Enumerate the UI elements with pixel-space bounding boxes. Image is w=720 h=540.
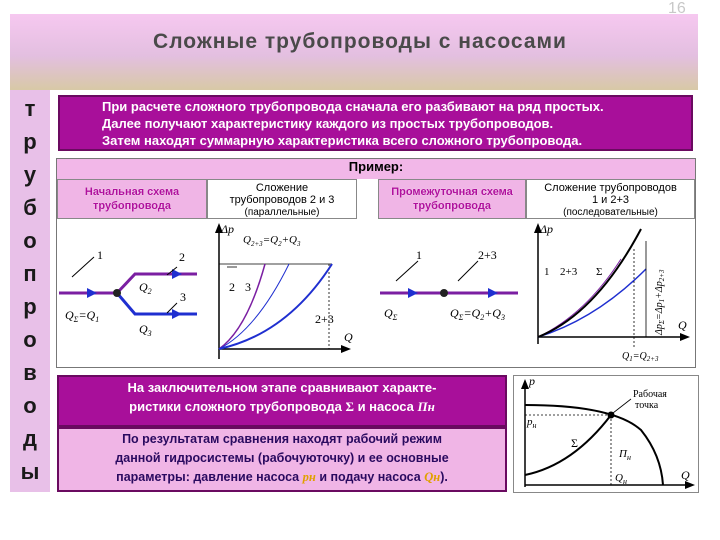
- curve-2: [219, 264, 265, 349]
- curve-sum: [538, 229, 641, 337]
- final-line-2: [59, 399, 505, 415]
- operating-point-label-2: точка: [635, 400, 659, 411]
- axis-arrow-icon: [685, 481, 695, 489]
- flow-arrow-icon: [408, 288, 418, 298]
- axis-arrow-icon: [680, 333, 690, 341]
- intro-box: [58, 95, 693, 151]
- label-1: 1: [97, 248, 103, 262]
- curve-1: [538, 259, 621, 337]
- cell-text: Промежуточная схема: [391, 186, 513, 198]
- final-stage-box: [57, 375, 507, 427]
- diagram-initial-pipeline: [57, 219, 207, 367]
- x-label: Q: [678, 318, 687, 332]
- junction-node: [440, 289, 448, 297]
- leader-line: [458, 261, 478, 281]
- flow-arrow-icon: [172, 309, 182, 319]
- result-line-3: [59, 470, 505, 485]
- example-label: Пример:: [348, 159, 404, 174]
- final-line-2-pump: и насоса: [357, 399, 414, 414]
- side-word-band: [10, 90, 50, 492]
- q-equation: $Q_1=Q_{2+3}$: [622, 351, 659, 363]
- qsum-equation: $Q_\Sigma=Q_2+Q_3$: [450, 306, 505, 322]
- result-line-3-c: ).: [440, 470, 448, 484]
- curve-2plus3: [538, 269, 646, 337]
- flow-arrow-icon: [87, 288, 97, 298]
- label-2: 2: [179, 250, 185, 264]
- result-line-3-b: и подачу насоса: [319, 470, 421, 484]
- cell-text: трубопровода: [413, 200, 491, 212]
- curve-2plus3: [219, 264, 332, 349]
- axis-arrow-icon: [521, 379, 529, 389]
- cell-initial-scheme: [57, 179, 207, 219]
- final-line-2-text: ристики сложного трубопровода: [129, 399, 342, 414]
- final-line-1: На заключительном этапе сравнивают характе-: [127, 380, 437, 395]
- result-line-1: По результатам сравнения находят рабочий режим: [122, 432, 442, 446]
- q2-label: $Q_2$: [139, 280, 152, 296]
- side-letter: ы: [20, 459, 40, 484]
- page-number: 16: [668, 0, 686, 17]
- pump-curve: [525, 405, 663, 485]
- side-letter: б: [23, 195, 37, 220]
- intro-line: Затем находят суммарную характеристика всего сложного трубопровода.: [102, 133, 583, 148]
- diagram-serial-characteristics: [526, 219, 695, 367]
- axis-arrow-icon: [341, 345, 351, 353]
- curve-3-label: 3: [245, 280, 251, 294]
- cell-text: Начальная схема: [84, 186, 180, 198]
- flow-arrow-icon: [488, 288, 498, 298]
- cell-text: Сложение: [255, 182, 309, 194]
- curve-2-label: 2: [229, 280, 235, 294]
- sigma-symbol: Σ: [345, 399, 354, 414]
- diagram-intermediate-pipeline: [378, 219, 526, 367]
- x-label: Q: [344, 330, 353, 344]
- result-box: [57, 427, 507, 492]
- flow-symbol: Qн: [424, 470, 441, 484]
- flow-arrow-icon: [172, 269, 182, 279]
- leader-line: [396, 261, 418, 281]
- pump-symbol: Пн: [417, 399, 435, 414]
- y-label: Δp: [540, 222, 554, 236]
- system-curve: [525, 415, 611, 475]
- side-letter: о: [23, 327, 37, 352]
- side-letter: р: [23, 129, 37, 154]
- cell-text: 1 и 2+3: [591, 194, 630, 206]
- junction-node: [113, 289, 121, 297]
- cell-text: трубопроводов 2 и 3: [229, 194, 335, 206]
- cell-parallel-sum: [207, 179, 357, 219]
- intro-line: Далее получают характеристику каждого из простых трубопроводов.: [102, 116, 554, 131]
- q3-label: $Q_3$: [139, 322, 152, 338]
- y-label: p: [529, 375, 535, 388]
- qn-label: $Q_н$: [615, 472, 627, 486]
- cell-serial-sum: [526, 179, 695, 219]
- label-2plus3: 2+3: [478, 248, 497, 262]
- curve-sum23-label: 2+3: [560, 266, 578, 278]
- result-line-2: данной гидросистемы (рабочуюточку) и ее основные: [115, 451, 449, 465]
- q-equation: $Q_{2+3}=Q_2+Q_3$: [243, 234, 301, 248]
- cell-intermediate-scheme: [378, 179, 526, 219]
- vertical-equation: $\Delta p_\Sigma=\Delta p_1+\Delta p_{2+3}$: [654, 269, 666, 335]
- side-letter: о: [23, 228, 37, 253]
- cell-text: (параллельные): [244, 207, 320, 218]
- result-line-3-a: параметры: давление насоса: [116, 470, 300, 484]
- qsum-label: $Q_\Sigma$: [384, 306, 398, 322]
- qsum-label: $Q_\Sigma=Q_1$: [65, 308, 100, 324]
- curve-sum-label: 2+3: [315, 312, 334, 326]
- operating-point-label-1: Рабочая: [633, 389, 667, 400]
- label-1: 1: [416, 248, 422, 262]
- slide-title: Сложные трубопроводы с насосами: [153, 30, 567, 53]
- side-letter: в: [23, 360, 37, 385]
- cell-text: трубопровода: [93, 200, 171, 212]
- side-letter: о: [23, 393, 37, 418]
- leader-line: [613, 399, 631, 413]
- pressure-symbol: pн: [302, 470, 316, 484]
- diagram-operating-point: [513, 375, 699, 493]
- cell-text: Сложение трубопроводов: [544, 182, 677, 194]
- curve-sigma-label: Σ: [596, 266, 603, 278]
- diagram-parallel-characteristics: [207, 219, 357, 367]
- side-letter: у: [23, 162, 37, 187]
- curve-1-label: 1: [544, 266, 550, 278]
- leader-line: [72, 257, 94, 277]
- y-label: Δp: [221, 222, 235, 236]
- side-letter: т: [24, 96, 36, 121]
- pn-label: $p_н$: [527, 416, 537, 430]
- intro-line: При расчете сложного трубопровода сначала его разбивают на ряд простых.: [102, 99, 604, 114]
- label-3: 3: [180, 290, 186, 304]
- pump-label: $П_н$: [619, 448, 631, 462]
- sigma-label: Σ: [571, 436, 578, 450]
- side-letter: д: [23, 426, 37, 451]
- side-letter: р: [23, 294, 37, 319]
- side-letter: п: [23, 261, 37, 286]
- cell-text: (последовательные): [563, 207, 658, 218]
- x-label: Q: [681, 468, 690, 482]
